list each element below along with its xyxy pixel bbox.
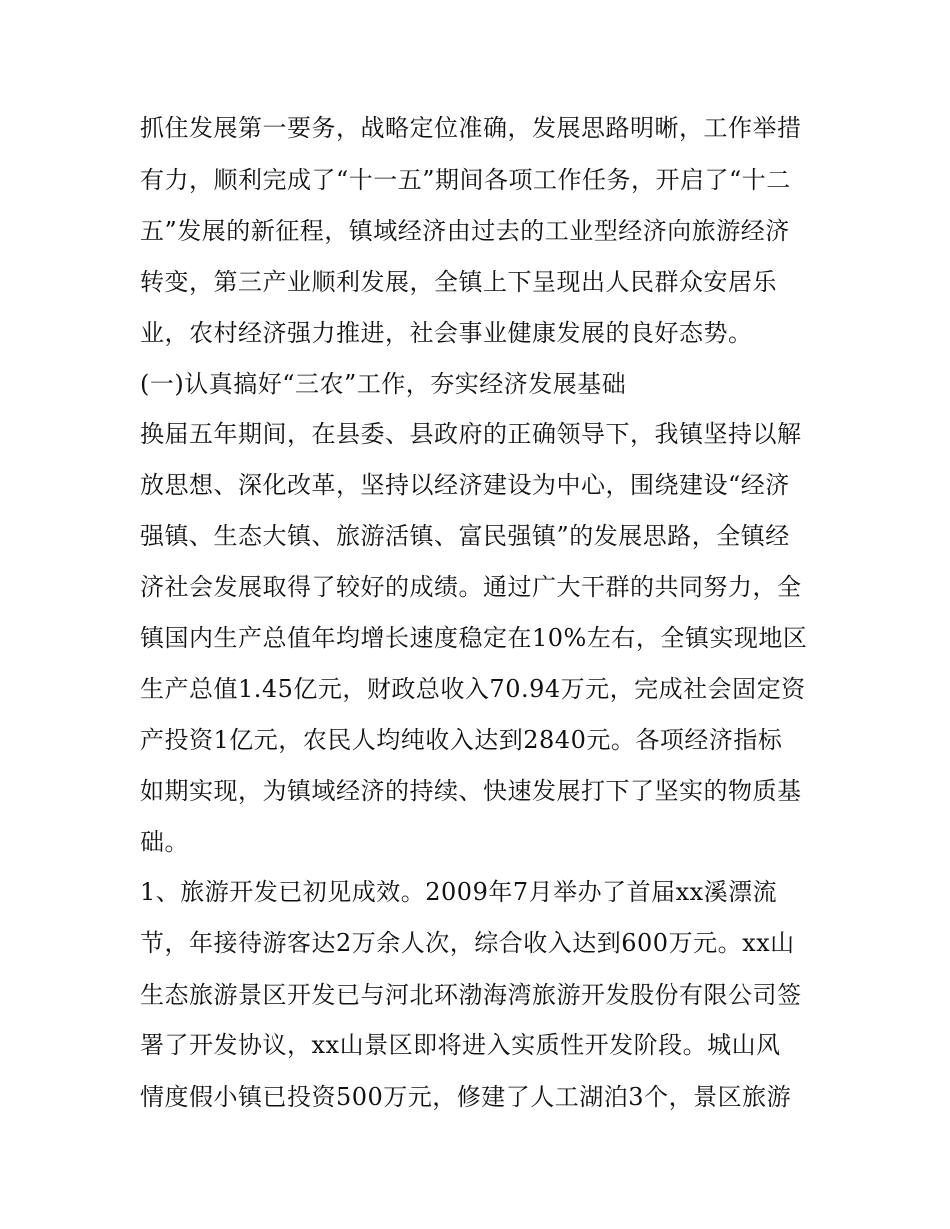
text-line: 生产总值1.45亿元，财政总收入70.94万元，完成社会固定资	[140, 675, 806, 703]
text-line: 有力，顺利完成了“十一五”期间各项工作任务，开启了“十二	[140, 166, 791, 194]
text-line: 放思想、深化改革，坚持以经济建设为中心，围绕建设“经济	[140, 471, 790, 499]
text-line: 础。	[140, 828, 189, 856]
text-line: 情度假小镇已投资500万元，修建了人工湖泊3个，景区旅游	[140, 1083, 792, 1111]
text-line: 五”发展的新征程，镇域经济由过去的工业型经济向旅游经济	[140, 217, 790, 245]
section-heading: (一)认真搞好“三农”工作，夯实经济发展基础	[140, 370, 627, 398]
text-line: 节，年接待游客达2万余人次，综合收入达到600万元。xx山	[140, 929, 795, 957]
list-item-heading: 1、旅游开发已初见成效。2009年7月举办了首届xx溪漂流	[140, 878, 778, 906]
text-line: 济社会发展取得了较好的成绩。通过广大干群的共同努力，全	[140, 573, 802, 601]
text-line: 强镇、生态大镇、旅游活镇、富民强镇”的发展思路，全镇经	[140, 522, 790, 550]
text-line: 产投资1亿元，农民人均纯收入达到2840元。各项经济指标	[140, 726, 783, 754]
text-line: 转变，第三产业顺利发展，全镇上下呈现出人民群众安居乐	[140, 268, 777, 296]
text-line: 生态旅游景区开发已与河北环渤海湾旅游开发股份有限公司签	[140, 981, 802, 1009]
text-line: 署了开发协议，xx山景区即将进入实质性开发阶段。城山风	[140, 1031, 781, 1059]
text-line: 如期实现，为镇域经济的持续、快速发展打下了坚实的物质基	[140, 777, 802, 805]
text-line: 业，农村经济强力推进，社会事业健康发展的良好态势。	[140, 319, 753, 347]
text-line: 镇国内生产总值年均增长速度稳定在10%左右，全镇实现地区	[140, 624, 808, 652]
text-line: 换届五年期间，在县委、县政府的正确领导下，我镇坚持以解	[140, 420, 802, 448]
text-line: 抓住发展第一要务，战略定位准确，发展思路明晰，工作举措	[140, 114, 802, 142]
